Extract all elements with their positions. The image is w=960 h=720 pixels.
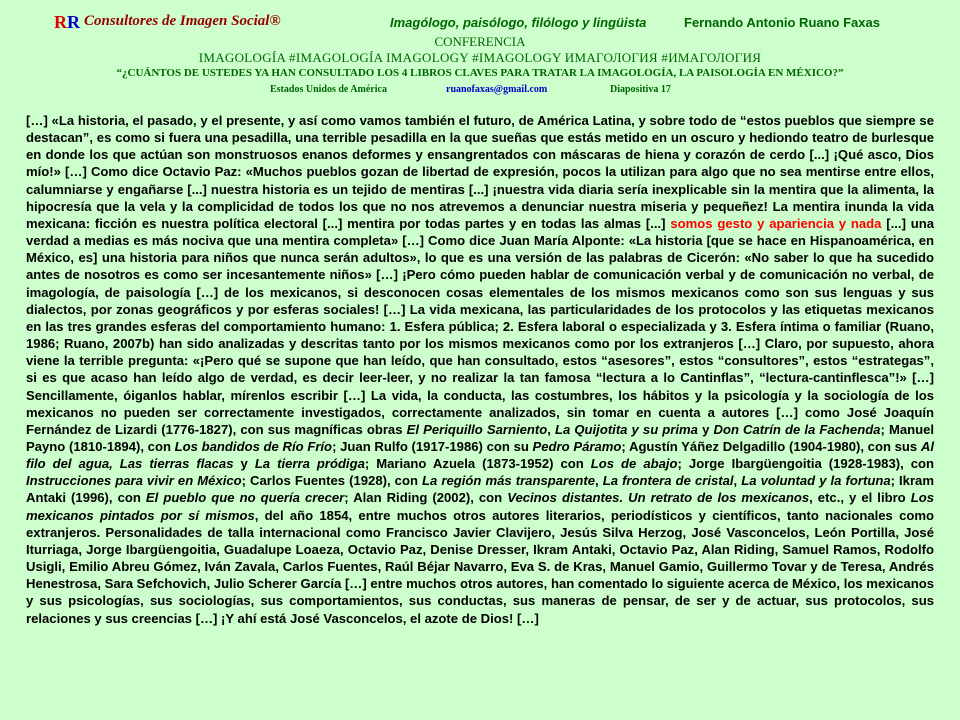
body-text-run: , [733,473,738,489]
body-text-run: ; Alan Riding (2002), con [344,490,503,506]
book-title: El pueblo que no quería crecer [145,490,345,506]
body-paragraph [26,112,934,627]
book-title: Al filo del agua, Las tierras flacas [26,438,935,472]
header-top-row [0,12,960,36]
author-role: Imagólogo, paisólogo, filólogo y lingüista [390,15,647,30]
conference-label: CONFERENCIA [434,34,526,49]
rr-logo [54,12,80,33]
email-link[interactable]: ruanofaxas@gmail.com [446,84,548,95]
book-title: Los mexicanos pintados por sí mismos [26,490,934,523]
book-title: La región más transparente [422,473,596,489]
country-label: Estados Unidos de América [270,84,387,95]
brand-name: Consultores de Imagen Social® [84,13,281,29]
book-title: El Periquillo Sarniento [406,421,548,437]
body-text-run: y [240,456,248,472]
hashtag-line: IMAGOLOGÍA #IMAGOLOGÍA IMAGOLOGY #IMAGOLOGY ИМАГОЛОГИЯ #ИМАГОЛОГИЯ [198,50,762,65]
book-title: Pedro Páramo [532,438,622,454]
body-text-run: , del año 1854, entre muchos otros autores literarios, periodísticos y científicos, tanto nacionales como extranjeros. Personalidades de talla internacional como Francisco Javier Clavijero, Jesús Silva Herzog, José Vasconcelos, León Portilla, José Iturriaga, Jorge Ibargüengoitia, Guadalupe Loaeza, Octavio Paz, Denise Dresser, Ikram Antaki, Octavio Paz, Alan Riding, Samuel Ramos, Rodolfo Usigli, Emilio Abreu Gómez, Iván Zavala, Carlos Fuentes, Raúl Béjar Navarro, Eva S. de Kras, Manuel Gamio, Guillermo Tovar y de Teresa, Andrés Henestrosa, Sara Sefchovich, Julio Scherer García […] entre muchos otros autores, han comentado lo siguiente acerca de México, los mexicanos y sus psicologías, sus sociologías, sus comportamientos, sus conductas, sus maneras de pensar, de ser y de actuar, sus protocolos, sus relaciones y sus creencias […] ¡Y ahí está José Vasconcelos, el azote de Dios! […] [26,507,934,626]
book-title: La Quijotita y su prima [554,421,698,437]
body-text-run: y [702,421,710,437]
body-text-run: ; Carlos Fuentes (1928), con [241,473,418,489]
logo-letter-r-blue: R [67,12,80,32]
body-text-run: , [547,421,551,437]
body-text-run: ; Mariano Azuela (1873-1952) con [364,456,584,472]
book-title: La frontera de cristal [602,473,734,489]
book-title: Instrucciones para vivir en México [26,473,242,489]
slide-number: Diapositiva 17 [610,84,671,95]
body-text-run: ; Juan Rulfo (1917-1986) con su [332,438,529,454]
book-title: Vecinos distantes. Un retrato de los mexicanos [507,490,810,506]
highlighted-phrase: somos gesto y apariencia y nada [670,215,882,231]
book-title: Los bandidos de Río Frío [174,438,333,454]
body-text-run: ; Manuel Payno (1810-1894), con [26,421,935,454]
body-text-run: ; Ikram Antaki (1996), con [26,473,934,506]
author-name: Fernando Antonio Ruano Faxas [684,15,880,30]
body-text-run: , [595,473,599,489]
body-text-run: […] «La historia, el pasado, y el presente, y así como vamos también el futuro, de América Latina, y sobre todo de “estos pueblos que siempre se destacan”, es como si fuera una pesadilla, una terrible pesadilla en la que sueñas que estás metido en un oscuro y hediondo teatro de burlesque en donde los que actúan son monstruosos enanos deformes y ensangrentados con máscaras de hiena y corazón de cerdo [...] ¡Qué asco, Dios mío!» […] Como dice Octavio Paz: «Muchos pueblos gozan de libertad de expresión, pocos la utilizan para algo que no sea mentirse entre ellos, calumniarse y engañarse [...] nuestra historia es un tejido de mentiras [...] ¡nuestra vida diaria sería inexplicable sin la mentira que la alimenta, la hipocresía que la vela y la complicidad de todos los que no nos atrevemos a denunciar nuestra miseria y pequeñez! La mentira inunda la vida mexicana: ficción es nuestra política electoral [...] mentira por todas partes y en todas las almas [...] [26,113,934,231]
body-text-run: ; Agustín Yáñez Delgadillo (1904-1980), con sus [621,438,918,454]
body-text-run: [...] una verdad a medias es más nociva que una mentira completa» […] Como dice Juan María Alponte: «La historia [que se hace en Hispanoamérica, en México, es] una historia para niños que nunca serán adultos», lo que es una versión de las palabras de Cicerón: «No saber lo que ha sucedido antes de nosotros es como ser incesantemente niños» […] ¡Pero cómo pueden hablar de comunicación verbal y de comunicación no verbal, de imagología, de paisología […] de los mexicanos, si desconocen cosas elementales de los mismos mexicanos como son sus lenguas y sus dialectos, por zonas geográficos y por esferas sociales! […] La vida mexicana, las particularidades de los protocolos y las etiquetas mexicanos en las tres grandes esferas del comportamiento humano: 1. Esfera pública; 2. Esfera laboral o especializada y 3. Esfera íntima o familiar (Ruano, 1986; Ruano, 2007b) han sido analizadas y descritas tanto por los mismos mexicanos como por los extranjeros […] Claro, por supuesto, ahora viene la terrible pregunta: «¡Pero qué se supone que han leído, que han consultado, estos “asesores”, estos “consultores”, estos “estrategas”, si es que acaso han leído algo de verdad, es decir leer-leer, y no realizar la tan famosa “lectura a lo Cantinflas”, “lectura-cantinflesca”!» […] Sencillamente, óiganlos hablar, mírenlos escribir […] La vida, la conducta, las costumbres, los hábitos y la psicología y la sociología de los mexicanos no pueden ser correctamente investigados, correctamente analizados, sin tomar en cuenta a autores […] como José Joaquín Fernández de Lizardi (1776-1827), con sus magníficas obras [26,215,935,437]
book-title: La voluntad y la fortuna [741,473,891,489]
book-title: Don Catrín de la Fachenda [713,421,881,437]
slide-question: “¿CUÁNTOS DE USTEDES YA HAN CONSULTADO LOS 4 LIBROS CLAVES PARA TRATAR LA IMAGOLOGÍA, LA PAISOLOGÍA EN MÉXICO?” [116,67,844,79]
meta-row [0,84,960,98]
book-title: La tierra pródiga [254,456,365,472]
book-title: Los de abajo [590,456,678,472]
body-text-run: ; Jorge Ibargüengoitia (1928-1983), con [677,456,935,472]
body-text-run: , etc., y el libro [809,490,906,506]
logo-letter-r-red: R [54,12,67,32]
